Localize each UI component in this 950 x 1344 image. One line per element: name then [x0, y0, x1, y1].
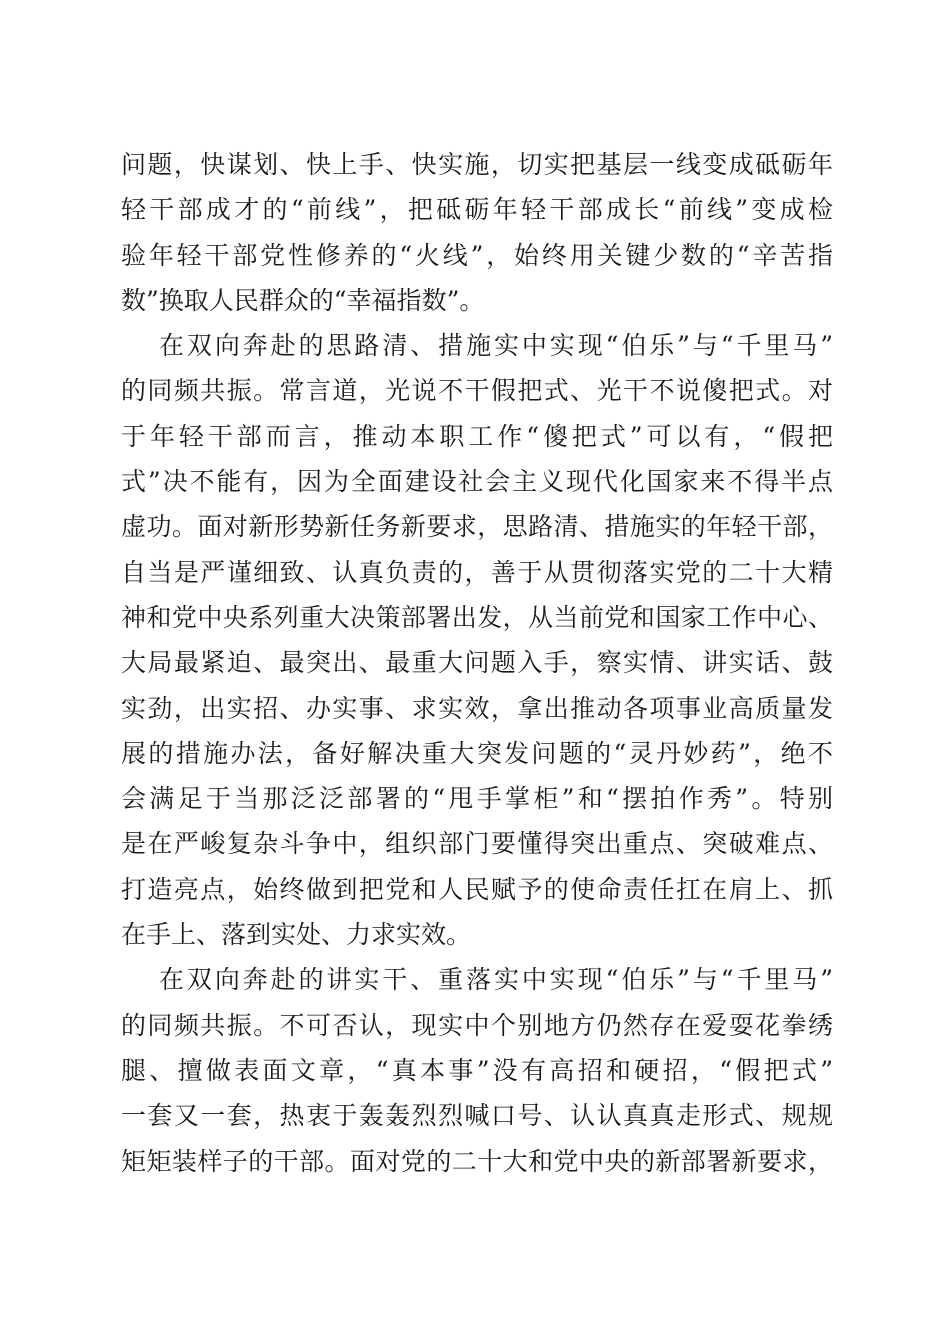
text-line: 是在严峻复杂斗争中，组织部门要懂得突出重点、突破难点、 [121, 829, 833, 859]
document-body [121, 142, 833, 1184]
text-line: 的同频共振。常言道，光说不干假把式、光干不说傻把式。对 [121, 376, 833, 406]
text-line: 式”决不能有，因为全面建设社会主义现代化国家来不得半点 [121, 467, 833, 497]
text-line: 大局最紧迫、最突出、最重大问题入手，察实情、讲实话、鼓 [121, 648, 833, 678]
text-line: 打造亮点，始终做到把党和人民赋予的使命责任扛在肩上、抓 [121, 874, 833, 904]
text-line: 问题，快谋划、快上手、快实施，切实把基层一线变成砥砺年 [121, 150, 833, 179]
text-line: 实劲，出实招、办实事、求实效，拿出推动各项事业高质量发 [121, 693, 833, 723]
text-line: 在双向奔赴的讲实干、重落实中实现“伯乐”与“千里马” [159, 965, 834, 995]
text-line: 矩矩装样子的干部。面对党的二十大和党中央的新部署新要求， [121, 1146, 833, 1176]
text-line: 神和党中央系列重大决策部署出发，从当前党和国家工作中心、 [121, 602, 833, 632]
text-line: 在手上、落到实处、力求实效。 [121, 920, 472, 950]
text-line: 数”换取人民群众的“幸福指数”。 [121, 285, 485, 315]
paragraph-3 [121, 957, 833, 1183]
text-line: 虚功。面对新形势新任务新要求，思路清、措施实的年轻干部， [121, 512, 833, 542]
text-line: 轻干部成才的“前线”，把砥砺年轻干部成长“前线”变成检 [121, 195, 833, 225]
text-line: 会满足于当那泛泛部署的“甩手掌柜”和“摆拍作秀”。特别 [121, 784, 833, 814]
text-line: 一套又一套，热衷于轰轰烈烈喊口号、认认真真走形式、规规 [121, 1101, 833, 1131]
text-line: 在双向奔赴的思路清、措施实中实现“伯乐”与“千里马” [159, 331, 834, 361]
paragraph-2 [121, 323, 833, 957]
text-line: 于年轻干部而言，推动本职工作“傻把式”可以有，“假把 [121, 421, 833, 451]
text-line: 展的措施办法，备好解决重大突发问题的“灵丹妙药”，绝不 [121, 738, 833, 768]
text-line: 验年轻干部党性修养的“火线”，始终用关键少数的“辛苦指 [121, 240, 833, 270]
text-line: 的同频共振。不可否认，现实中个别地方仍然存在爱耍花拳绣 [121, 1010, 833, 1040]
text-line: 腿、擅做表面文章，“真本事”没有高招和硬招，“假把式” [121, 1055, 833, 1085]
text-line: 自当是严谨细致、认真负责的，善于从贯彻落实党的二十大精 [121, 557, 833, 587]
paragraph-1 [121, 142, 833, 323]
